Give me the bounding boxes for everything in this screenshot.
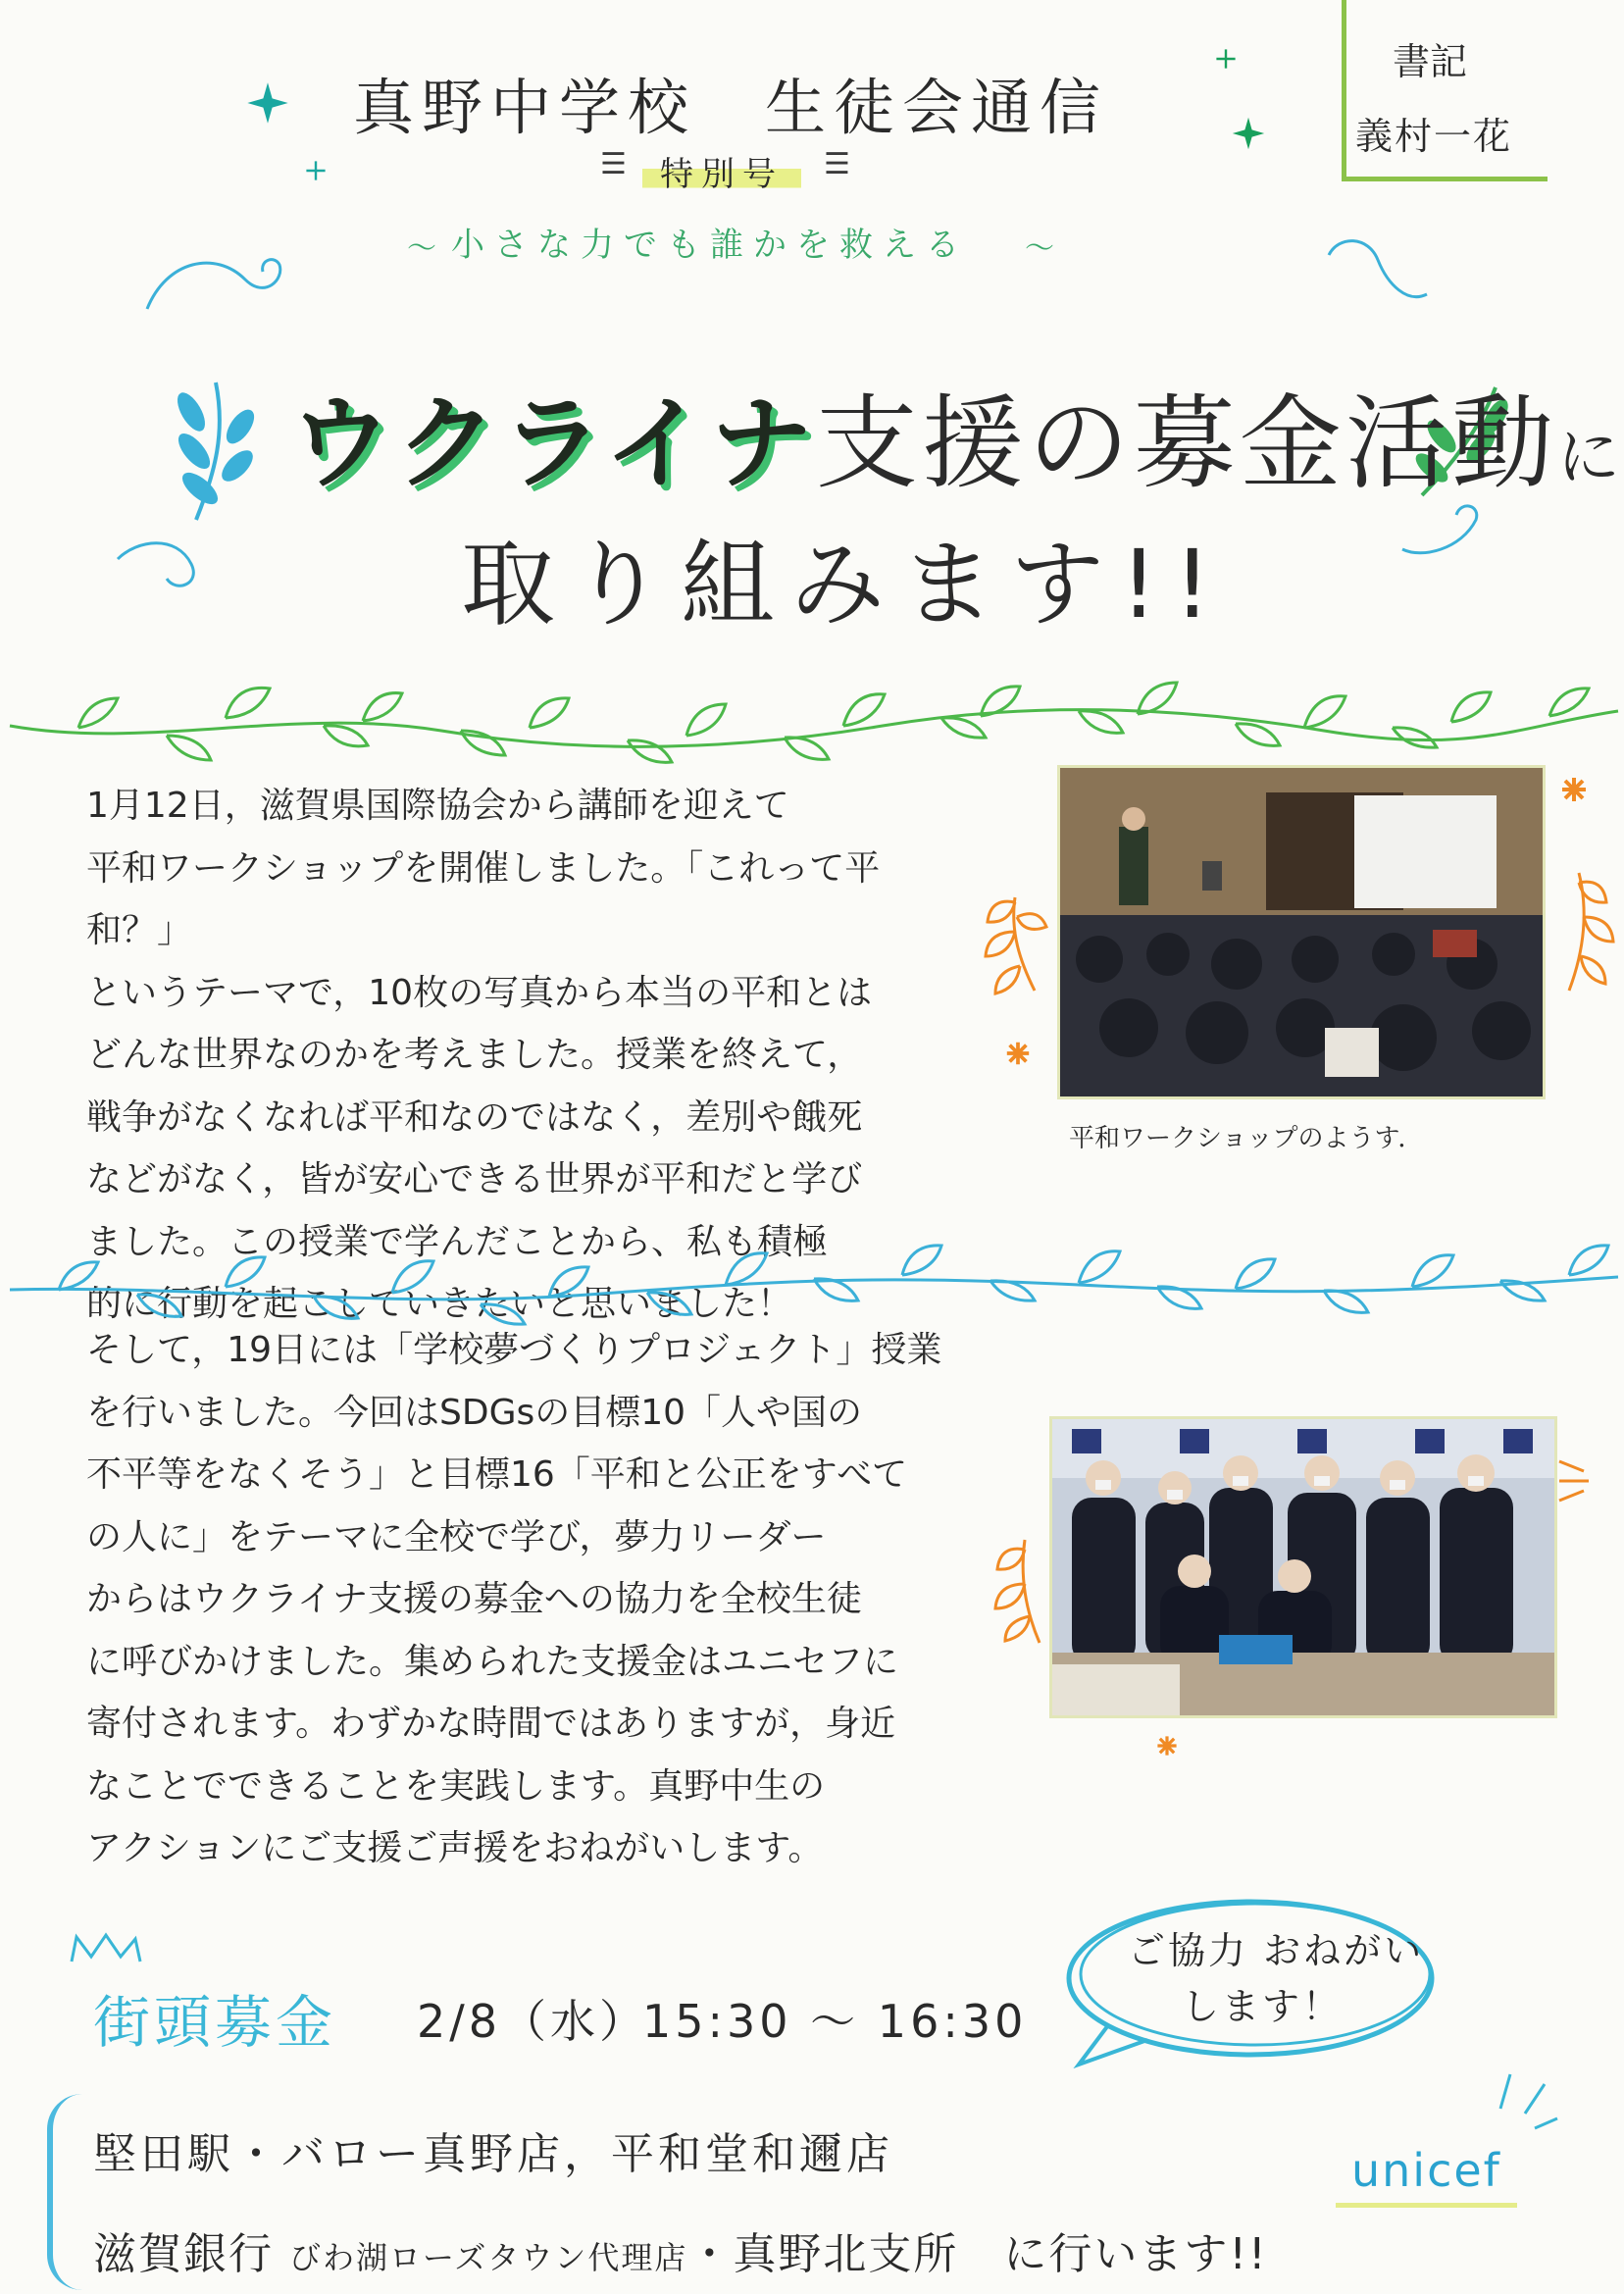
headline-ukraine: ウクライナ: [289, 383, 816, 503]
locations-tail: ・真野北支所 に行います!!: [687, 2229, 1268, 2279]
headline-support: 支援の募金活動: [815, 383, 1557, 503]
sparkle-lines-deco: [1491, 2069, 1559, 2138]
star-burst-icon: [1004, 1040, 1032, 1067]
burst-lines-deco: [1554, 1452, 1594, 1510]
special-issue-label: 特別号: [642, 147, 801, 195]
shiga-bank: 滋賀銀行: [93, 2229, 274, 2279]
unicef-logo-text: unicef: [1336, 2138, 1517, 2208]
workshop-photo-image: [1060, 768, 1543, 1096]
bubble-text-line1: ご協力 おねがい: [1128, 1929, 1425, 1972]
special-left-deco: ☰: [600, 147, 627, 181]
bubble-text-line2: します！: [1182, 1985, 1344, 2028]
dream-project-paragraph: そして，19日には「学校夢づくりプロジェクト」授業 を行いました。今回はSDGsの目標10「人や国の 不平等をなくそう」と目標16「平和と公正をすべて の人に」をテーマに全校で学び，夢力リーダー からはウクライナ支援の募金への協力を全校生徒 に呼びかけました。集められた支援金はユニセフに 寄付されます。わずかな時間ではありますが，身近 なことでできることを実践します。真野中生の アクションにご支援ご声援をおねがいします。: [86, 1330, 942, 1868]
locations-line1: 堅田駅・バロー真野店，平和堂和邇店: [93, 2129, 893, 2179]
workshop-paragraph: 1月12日，滋賀県国際協会から講師を迎えて 平和ワークショップを開催しました。「これって平和？」 というテーマで，10枚の写真から本当の平和とは どんな世界なのかを考えました。授業を終えて， 戦争がなくなれば平和なのではなく，差別や餓死 などがなく，皆が安心できる世界が平和だと学び ました。この授業で学んだことから、私も積極 的に行動を起こしていきたいと思いました！: [86, 786, 881, 1324]
workshop-photo: [1057, 765, 1546, 1099]
swirl-deco: [137, 240, 314, 329]
crown-doodle-icon: [67, 1927, 145, 1966]
orange-leaves-deco: [966, 883, 1059, 1000]
blue-vine-divider: [0, 1216, 1624, 1334]
workshop-caption: 平和ワークショップのようす．: [1069, 1124, 1424, 1153]
location-bracket: [47, 2094, 82, 2290]
star-icon: [245, 80, 290, 126]
rose-town-agency: びわ湖ローズタウン代理店: [289, 2239, 688, 2276]
students-photo: [1049, 1416, 1557, 1718]
locations-line2: [93, 2218, 1268, 2281]
slogan-wave-right: 〜: [1025, 231, 1054, 266]
headline-particle: に: [1556, 422, 1624, 494]
slogan-wave-left: 〜: [407, 231, 436, 266]
sparkle-icon: [304, 159, 328, 182]
recorder-name: 義村一花: [1355, 115, 1513, 158]
swirl-deco: [108, 520, 226, 608]
street-fundraising-date: 2/8（水）: [417, 1995, 649, 2048]
newsletter-title: 真野中学校 生徒会通信: [353, 72, 1109, 143]
sparkle-icon: [1214, 47, 1238, 71]
star-burst-icon: [1559, 775, 1589, 804]
leaf-sprig-icon: [167, 373, 275, 530]
orange-leaves-deco: [1559, 863, 1618, 1000]
street-fundraising-title: 街頭募金: [93, 1989, 337, 2056]
star-burst-icon: [1155, 1734, 1179, 1758]
headline-line2: 取り組みます!!: [461, 530, 1227, 639]
street-fundraising-time: 15:30 〜 16:30: [642, 1995, 1028, 2048]
swirl-deco: [1309, 226, 1437, 324]
special-right-deco: ☰: [824, 147, 850, 181]
green-vine-divider: [0, 657, 1624, 765]
headline-line1: [289, 361, 1624, 508]
orange-leaves-deco: [986, 1530, 1054, 1648]
slogan: 小さな力でも誰かを救える: [451, 226, 969, 265]
recorder-label: 書記: [1393, 40, 1468, 83]
students-photo-image: [1052, 1419, 1554, 1715]
star-icon: [1231, 116, 1266, 151]
